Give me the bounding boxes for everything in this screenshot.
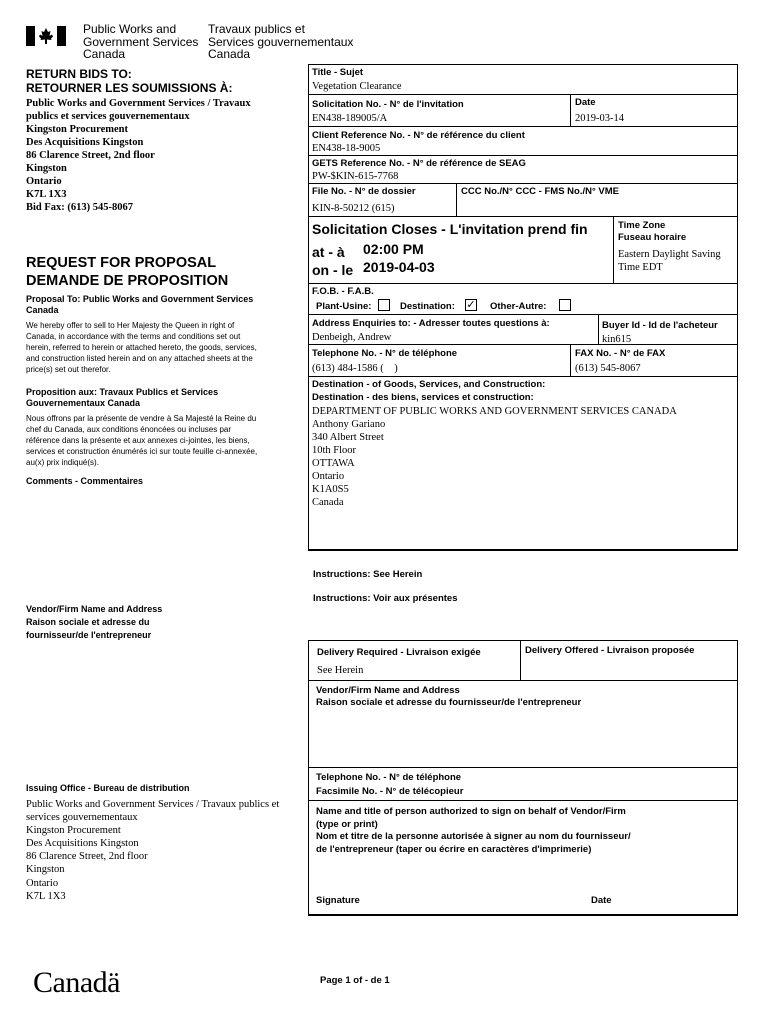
enquiries-label: Address Enquiries to: - Adresser toutes questions à: — [312, 318, 550, 329]
telephone-label: Telephone No. - N° de téléphone — [312, 348, 458, 359]
page-number: Page 1 of - de 1 — [320, 975, 390, 986]
title-label: Title - Sujet — [312, 67, 364, 78]
enquiries-field[interactable]: Denbeigh, Andrew — [312, 332, 392, 343]
solicitation-number-field[interactable]: EN438-189005/A — [312, 113, 388, 124]
delivery-required-field[interactable]: See Herein — [317, 665, 364, 676]
vendor-facsimile-label: Facsimile No. - N° de télécopieur — [316, 786, 464, 797]
file-number-field[interactable]: KIN-8-50212 (615) — [312, 203, 395, 214]
closing-date-value[interactable]: 2019-04-03 — [363, 259, 435, 275]
closing-at-label: at - à — [312, 244, 345, 260]
destination-address-field[interactable]: DEPARTMENT OF PUBLIC WORKS AND GOVERNMENT SERVICES CANADA Anthony Gariano 340 Albert Street 10th Floor OTTAWA Ontario K1A0S5 Canada — [312, 406, 677, 508]
destination-checkbox[interactable]: ✓ — [466, 299, 476, 311]
title-field[interactable]: Vegetation Clearance — [312, 81, 402, 92]
signature-label: Signature — [316, 895, 360, 906]
gets-reference-label: GETS Reference No. - N° de référence de SEAG — [312, 158, 526, 169]
proposition-body: Nous offrons par la présente de vendre à Sa Majesté la Reine du chef du Canada, aux conditions énoncées ou incluses par référence dans la présente et aux annexes ci-jointes, les biens, services et construction énumérés ici sur toute feuille ci-annexée, au(x) prix indiqué(s). — [26, 414, 258, 467]
gets-reference-field[interactable]: PW-$KIN-615-7768 — [312, 171, 399, 182]
closing-on-label: on - le — [312, 262, 354, 278]
return-bids-heading-fr: RETOURNER LES SOUMISSIONS À: — [26, 81, 233, 95]
solicitation-number-label: Solicitation No. - N° de l'invitation — [312, 99, 464, 110]
proposal-to-heading: Proposal To: Public Works and Government Services Canada — [26, 294, 254, 315]
department-name-en: Public Works and Government Services Canada — [83, 22, 199, 61]
destination-option-label: Destination: — [400, 301, 455, 312]
rfp-title-en: REQUEST FOR PROPOSAL — [26, 255, 217, 271]
date-field[interactable]: 2019-03-14 — [575, 113, 624, 124]
file-number-label: File No. - N° de dossier — [312, 186, 416, 197]
closing-time-value[interactable]: 02:00 PM — [363, 241, 424, 257]
rfp-title-fr: DEMANDE DE PROPOSITION — [26, 273, 229, 289]
other-checkbox[interactable] — [559, 299, 571, 311]
authorized-person-label: Name and title of person authorized to sign on behalf of Vendor/Firm (type or print) Nom et titre de la personne autorisée à signer au nom du fournisseur/ de l'entrepreneur (taper ou écrire en caractères d'imprimerie) — [316, 806, 631, 855]
ccc-number-label: CCC No./N° CCC - FMS No./N° VME — [461, 186, 620, 197]
client-reference-label: Client Reference No. - N° de référence du client — [312, 130, 525, 141]
delivery-required-label: Delivery Required - Livraison exigée — [317, 647, 481, 658]
vendor-firm-label: Vendor/Firm Name and Address Raison sociale et adresse du fournisseur/de l'entrepreneur — [316, 685, 582, 708]
other-label: Other-Autre: — [490, 301, 547, 312]
buyer-id-label: Buyer Id - Id de l'acheteur — [602, 320, 718, 331]
proposition-heading: Proposition aux: Travaux Publics et Services Gouvernementaux Canada — [26, 387, 219, 408]
canada-flag-logo — [26, 26, 66, 46]
department-name-fr: Travaux publics et Services gouvernementaux Canada — [208, 22, 354, 61]
fob-label: F.O.B. - F.A.B. — [312, 286, 374, 297]
vendor-firm-label-left: Vendor/Firm Name and Address Raison sociale et adresse du fournisseur/de l'entrepreneur — [26, 604, 163, 640]
time-zone-field[interactable]: Eastern Daylight Saving Time EDT — [618, 249, 721, 273]
issuing-office-address: Public Works and Government Services / Travaux publics et services gouvernementaux Kingston Procurement Des Acquisitions Kingston 86 Clarence Street, 2nd floor Kingston Ontario K7L 1X3 — [26, 799, 280, 902]
fax-field[interactable]: (613) 545-8067 — [575, 363, 641, 374]
canada-wordmark: Canadä — [33, 966, 120, 999]
time-zone-label: Time Zone Fuseau horaire — [618, 220, 687, 243]
client-reference-field[interactable]: EN438-18-9005 — [312, 143, 381, 154]
plant-label: Plant-Usine: — [316, 301, 372, 312]
destination-label-en: Destination - of Goods, Services, and Construction: — [312, 379, 546, 390]
destination-label-fr: Destination - des biens, services et construction: — [312, 392, 534, 403]
date-label: Date — [575, 97, 596, 108]
proposal-to-body: We hereby offer to sell to Her Majesty the Queen in right of Canada, in accordance with the terms and conditions set out herein, referred to herein or attached hereto, the goods, services, and construction listed herein and on any attached sheets at the price(s) set out therefor. — [26, 321, 257, 374]
comments-label: Comments - Commentaires — [26, 476, 144, 486]
delivery-offered-label: Delivery Offered - Livraison proposée — [525, 645, 695, 656]
vendor-telephone-label: Telephone No. - N° de téléphone — [316, 772, 462, 783]
plant-checkbox[interactable] — [378, 299, 390, 311]
instructions-en: Instructions: See Herein — [313, 569, 423, 580]
solicitation-closes-label: Solicitation Closes - L'invitation prend fin — [312, 221, 588, 237]
telephone-field[interactable]: (613) 484-1586 ( ) — [312, 363, 398, 374]
issuing-office-label: Issuing Office - Bureau de distribution — [26, 783, 190, 793]
buyer-id-field[interactable]: kin615 — [602, 334, 632, 345]
signature-date-label: Date — [591, 895, 612, 906]
return-address: Public Works and Government Services / Travaux publics et services gouvernementaux Kingston Procurement Des Acquisitions Kingston 86 Clarence Street, 2nd floor Kingston Ontario K7L 1X3 Bid Fax: (613) 545-8067 — [26, 98, 251, 213]
return-bids-heading-en: RETURN BIDS TO: — [26, 67, 132, 81]
fax-label: FAX No. - N° de FAX — [575, 348, 666, 359]
instructions-fr: Instructions: Voir aux présentes — [313, 593, 458, 604]
